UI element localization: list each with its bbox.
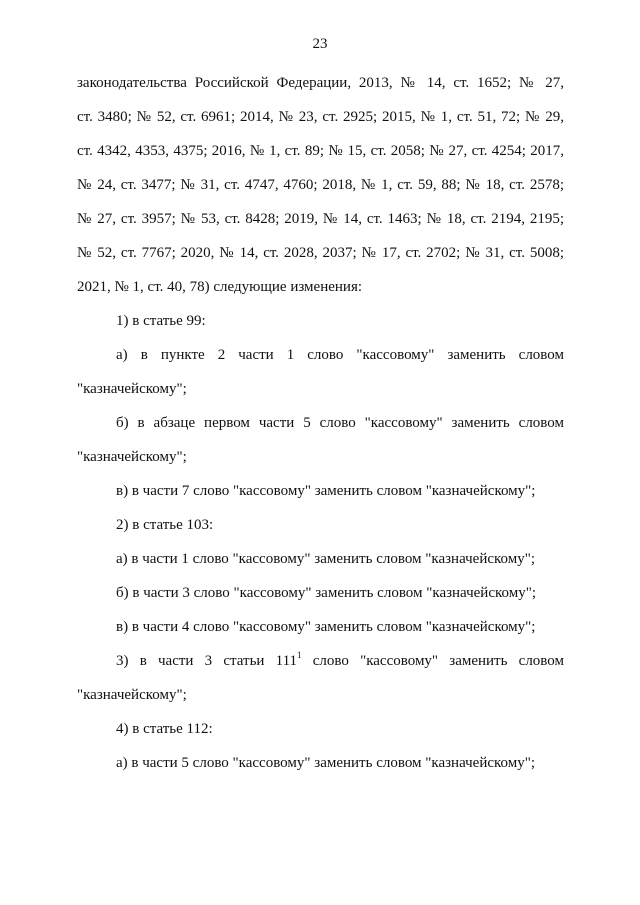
item-article-103: 2) в статье 103: (116, 517, 214, 533)
item-103-a: а) в части 1 слово "кассовому" заменить словом "казначейскому"; (116, 551, 536, 567)
item-99-a-cont: "казначейскому"; (77, 381, 187, 397)
item-103-v: в) в части 4 слово "кассовому" заменить словом "казначейскому"; (116, 619, 536, 635)
text-line-5: № 27, ст. 3957; № 53, ст. 8428; 2019, № 14, ст. 1463; № 18, ст. 2194, 2195; (77, 211, 564, 227)
item-103-b: б) в части 3 слово "кассовому" заменить словом "казначейскому"; (116, 585, 537, 601)
item-112-a: а) в части 5 слово "кассовому" заменить словом "казначейскому"; (116, 755, 536, 771)
item-111-cont: "казначейскому"; (77, 687, 187, 703)
document-body (77, 66, 564, 780)
item-article-99: 1) в статье 99: (116, 313, 206, 329)
text-line-4: № 24, ст. 3477; № 31, ст. 4747, 4760; 2018, № 1, ст. 59, 88; № 18, ст. 2578; (77, 177, 564, 193)
item-111-part2: слово "кассовому" заменить словом (301, 653, 564, 669)
text-line-2: ст. 3480; № 52, ст. 6961; 2014, № 23, ст. 2925; 2015, № 1, ст. 51, 72; № 29, (77, 109, 564, 125)
item-article-112: 4) в статье 112: (116, 721, 213, 737)
item-99-v: в) в части 7 слово "кассовому" заменить словом "казначейскому"; (116, 483, 536, 499)
item-111-part1: 3) в части 3 статьи 111 (116, 653, 298, 669)
text-line-1: законодательства Российской Федерации, 2013, № 14, ст. 1652; № 27, (77, 75, 564, 91)
item-99-a: а) в пункте 2 части 1 слово "кассовому" заменить словом (116, 347, 564, 363)
text-line-6: № 52, ст. 7767; 2020, № 14, ст. 2028, 2037; № 17, ст. 2702; № 31, ст. 5008; (77, 245, 564, 261)
text-line-3: ст. 4342, 4353, 4375; 2016, № 1, ст. 89; № 15, ст. 2058; № 27, ст. 4254; 2017, (77, 143, 564, 159)
superscript-1: 1 (297, 650, 302, 660)
item-99-b-cont: "казначейскому"; (77, 449, 187, 465)
text-line-7: 2021, № 1, ст. 40, 78) следующие изменения: (77, 279, 363, 295)
page-number: 23 (312, 36, 328, 52)
item-99-b: б) в абзаце первом части 5 слово "кассовому" заменить словом (116, 415, 564, 431)
item-article-111 (77, 644, 564, 678)
